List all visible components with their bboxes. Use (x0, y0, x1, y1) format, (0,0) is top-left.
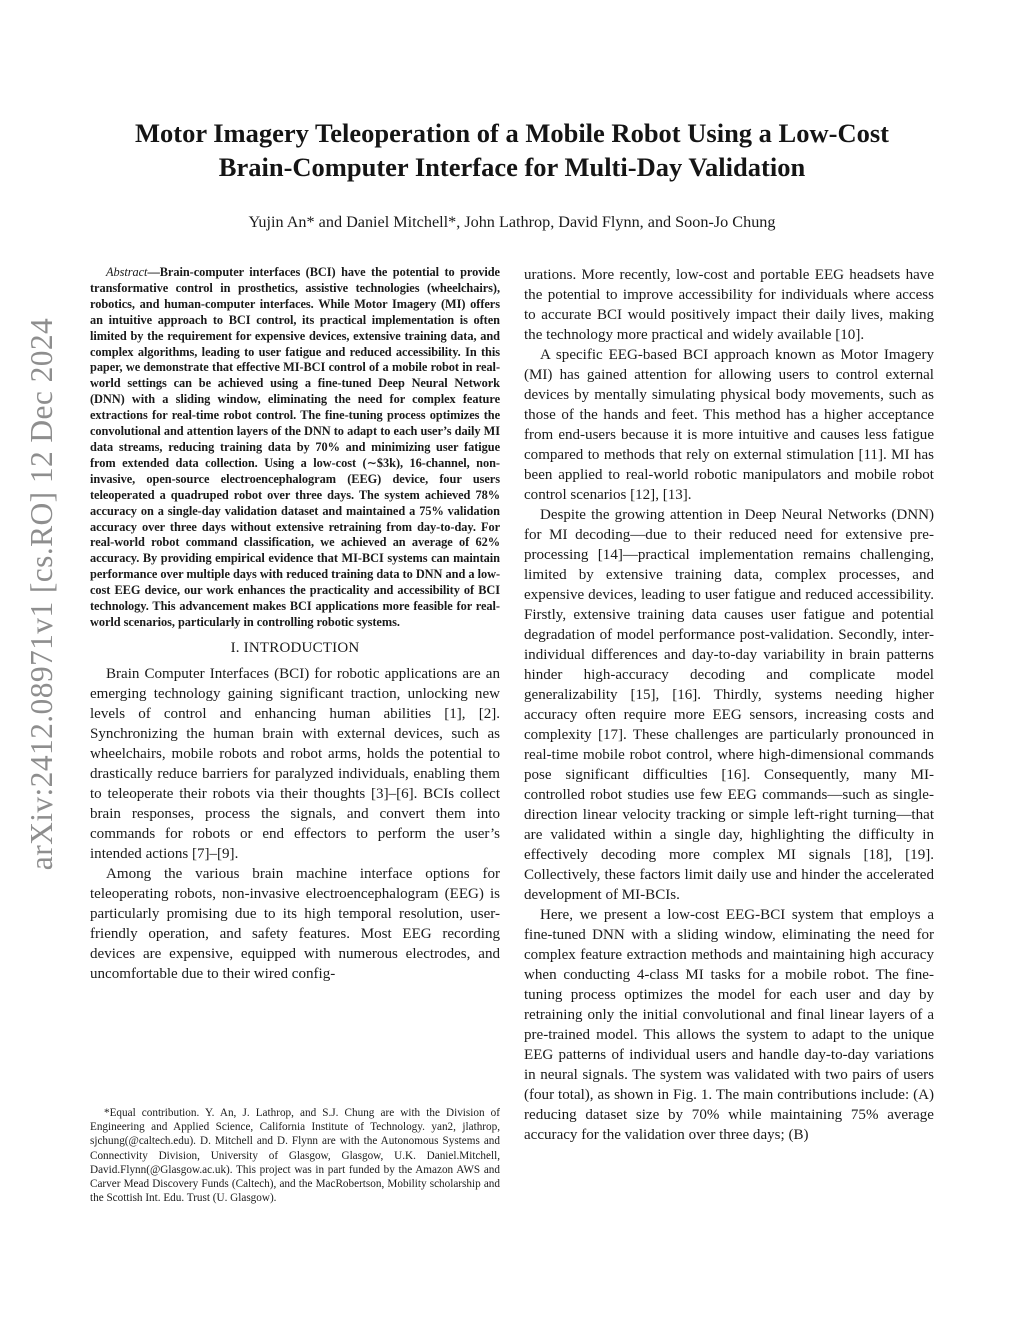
intro-paragraph-2: Among the various brain machine interface options for teleoperating robots, non-invasive electroencephalogram (EEG) is particularly promising due to its high temporal resolution, user-friendly operation, and safety features. Most EEG recording devices are expensive, equipped with numerous electrodes, and uncomfortable due to their wired config- (90, 865, 500, 982)
paper-title (90, 116, 934, 184)
author-list: Yujin An* and Daniel Mitchell*, John Lathrop, David Flynn, and Soon-Jo Chung (248, 213, 776, 231)
left-column (90, 265, 500, 984)
intro-paragraph-4: Despite the growing attention in Deep Neural Networks (DNN) for MI decoding—due to their reduced need for extensive pre-processing [14]—practical implementation remains challenging, limited by extensive training data, complex processes, and expensive devices, leading to user fatigue and reduced accessibility. Firstly, extensive training data causes user fatigue and potential degradation of model performance post-validation. Secondly, inter-individual differences and day-to-day variability in brain patterns hinder high-accuracy decoding and complicate model generalizability [15], [16]. Thirdly, systems needing higher accuracy often require more EEG sensors, increasing costs and complexity [17]. These challenges are particularly pronounced in real-time mobile robot control, where high-dimensional commands pose significant difficulties [16]. Consequently, many MI-controlled robot studies use few EEG commands—such as single-direction linear velocity tracking or simple left-right turning—that are validated within a single day, highlighting the difficulty in effectively decoding more complex MI signals [18], [19]. Collectively, these factors limit daily use and hinder the accelerated development of MI-BCIs. (524, 507, 934, 903)
section-heading-introduction: I. INTRODUCTION (230, 639, 360, 656)
title-line-1: Motor Imagery Teleoperation of a Mobile Robot Using a Low-Cost (135, 118, 889, 148)
abstract (90, 265, 500, 631)
title-line-2: Brain-Computer Interface for Multi-Day Validation (218, 152, 806, 182)
right-column (524, 265, 934, 1145)
intro-paragraph-5: Here, we present a low-cost EEG-BCI system that employs a fine-tuned DNN with a sliding window, eliminating the need for complex feature extraction methods and maintaining high accuracy when conducting 4-class MI tasks for a mobile robot. The fine-tuning process optimizes the model for each user and day by retraining only the initial convolutional and final linear layers of a pre-trained model. This allows the system to adapt to the unique EEG patterns of individual users and handle day-to-day variations in neural signals. The system was validated with two pairs of users (four total), as shown in Fig. 1. The main contributions include: (A) reducing dataset size by 70% while maintaining 75% average accuracy for the validation over three days; (B) (524, 907, 934, 1143)
intro-paragraph-1: Brain Computer Interfaces (BCI) for robotic applications are an emerging technology gaining significant traction, unlocking new levels of control and enhancing human abilities [1], [2]. Synchronizing the human brain with external devices, such as wheelchairs, mobile robots and robot arms, holds the potential to drastically reduce barriers for paralyzed individuals, enabling them to teleoperate their robots via their thoughts [3]–[6]. BCIs collect brain responses, process the signals, and convert them into commands for robots or end effectors to perform the user’s intended actions [7]–[9]. (90, 665, 500, 862)
arxiv-identifier-stamp: arXiv:2412.08971v1 [cs.RO] 12 Dec 2024 (24, 317, 59, 871)
abstract-text: —Brain-computer interfaces (BCI) have the potential to provide transformative control in prosthetics, assistive technologies (wheelchairs), robotics, and human-computer interfaces. While Motor Imagery (MI) offers an intuitive approach to BCI control, its practical implementation is often limited by the requirement for expensive devices, extensive training data, and complex algorithms, leading to user fatigue and reduced accessibility. In this paper, we demonstrate that effective MI-BCI control of a mobile robot in real-world settings can be achieved using a fine-tuned Deep Neural Network (DNN) with a sliding window, eliminating the need for complex feature extractions for real-time robot control. The fine-tuning process optimizes the convolutional and attention layers of the DNN to adapt to each user’s daily MI data streams, reducing training data by 70% and minimizing user fatigue from extended data collection. Using a low-cost (∼$3k), 16-channel, non-invasive, open-source electroencephalogram (EEG) device, four users teleoperated a quadruped robot over three days. The system achieved 78% accuracy on a single-day validation dataset and maintained a 75% validation accuracy over three days without extensive retraining from day-to-day. For real-world robot command classification, we achieved an average of 62% accuracy. By providing empirical evidence that MI-BCI systems can maintain performance over multiple days with reduced training data to DNN and a low-cost EEG device, our work enhances the practicality and accessibility of BCI technology. This advancement makes BCI applications more feasible for real-world scenarios, particularly in controlling robotic systems. (90, 265, 500, 629)
abstract-label: Abstract (106, 265, 148, 279)
affiliation-footnote: *Equal contribution. Y. An, J. Lathrop, and S.J. Chung are with the Division of Engineering and Applied Science, California Institute of Technology. yan2, jlathrop, sjchung(@caltech.edu). D. Mitchell and D. Flynn are with the Autonomous Systems and Connectivity Division, University of Glasgow, Glasgow, U.K. Daniel.Mitchell, David.Flynn(@Glasgow.ac.uk). This project was in part funded by the Amazon AWS and Carver Mead Discovery Funds (Caltech), and the MacRobertson, Mobility scholarship and the Scottish Int. Edu. Trust (U. Glasgow). (90, 1107, 500, 1205)
intro-paragraph-3: A specific EEG-based BCI approach known as Motor Imagery (MI) has gained attention for allowing users to control external devices by mentally simulating physical body movements, such as those of the hands and feet. This method has a higher acceptance from end-users because it is more intuitive and causes less fatigue compared to methods that rely on external stimulation [11]. MI has been applied to real-world robotic manipulators and mobile robot control scenarios [12], [13]. (524, 347, 934, 503)
intro-paragraph-2-continued: urations. More recently, low-cost and portable EEG headsets have the potential to improve accessibility for individuals where access to accurate BCI would positively impact their daily lives, making the technology more practical and widely available [10]. (524, 267, 934, 343)
